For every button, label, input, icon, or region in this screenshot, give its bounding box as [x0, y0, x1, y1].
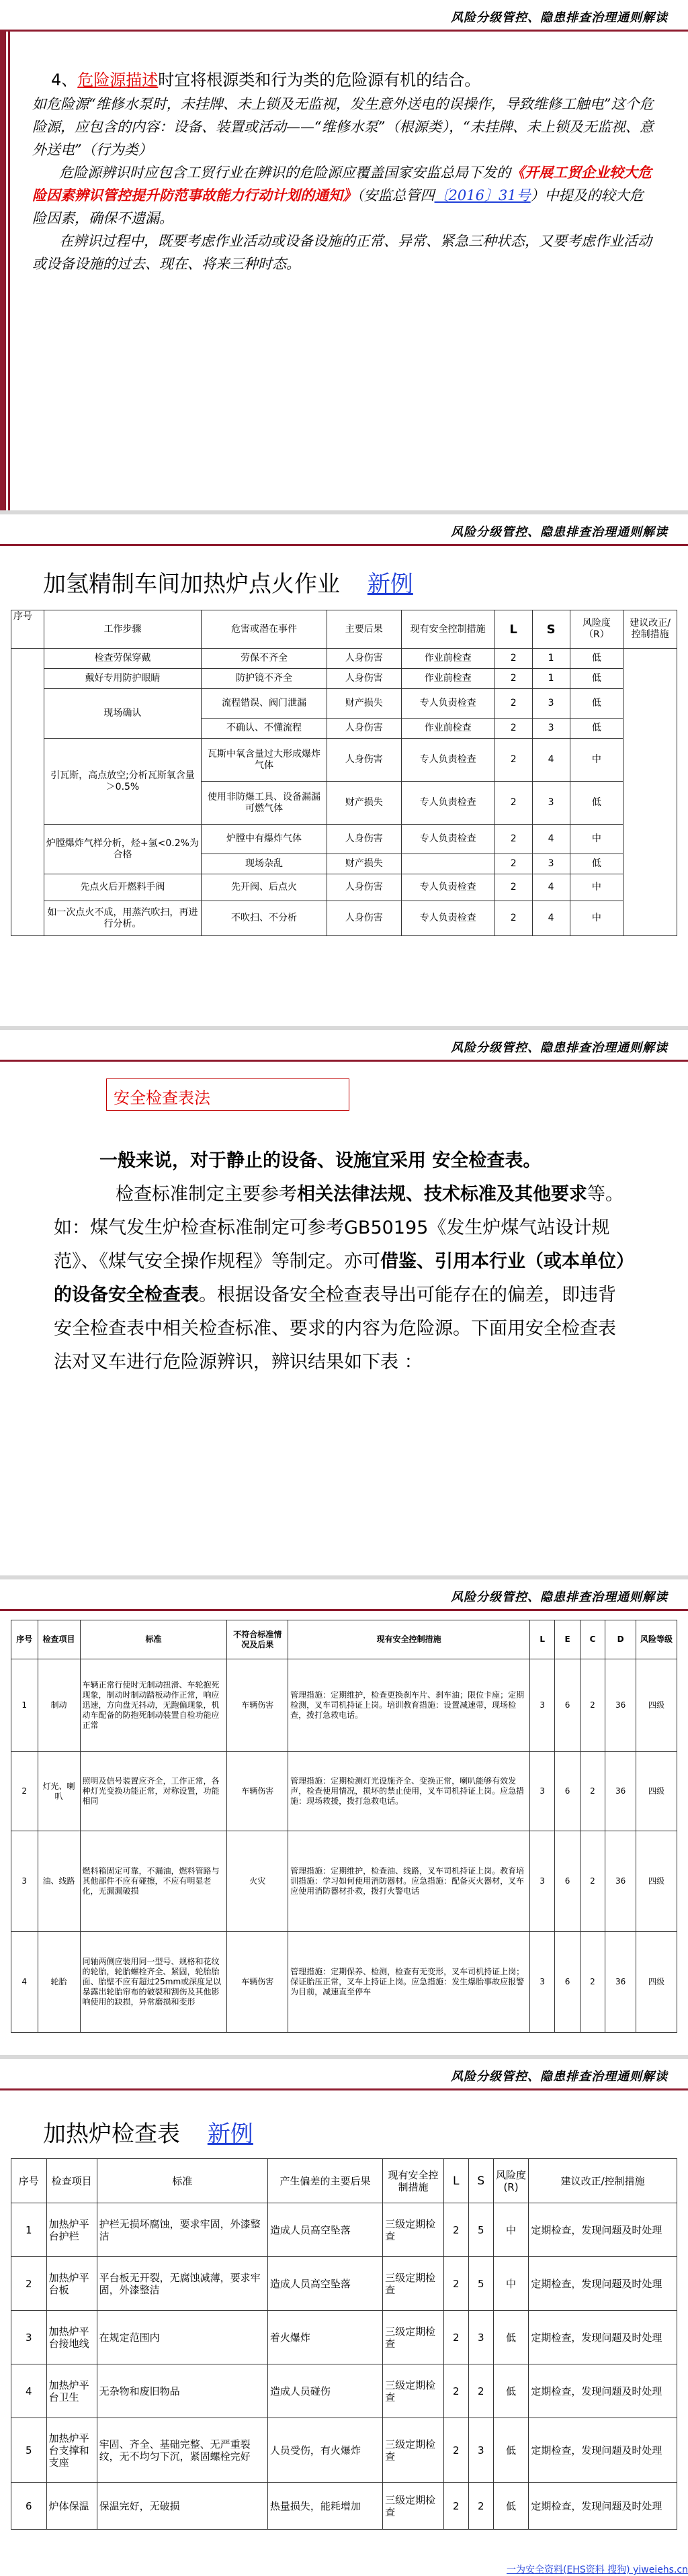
- slide-header: [0, 2059, 688, 2090]
- section-title-box: [106, 1078, 349, 1111]
- paragraph-3: 危险源辨识时应包含工贸行业在辨识的危险源应覆盖国家安监总局下发的《开展工贸企业较大危险因素辨识管控提升防范事故能力行动计划的通知》（安监总管四〔2016〕31号）中提及的较大危险因素，确保不遗漏。: [32, 164, 652, 226]
- table-header-row: [11, 2159, 677, 2203]
- col-header: 建议改正/控制措施: [529, 2159, 677, 2203]
- col-header: S: [468, 2159, 493, 2203]
- table-row: 5 加热炉平台支撑和支座 牢固、齐全、基础完整、无严重裂纹，无不均匀下沉，紧固螺栓完好 人员受伤，有火爆炸 三级定期检查 2 3 低 定期检查，发现问题及时处理: [11, 2418, 677, 2483]
- col-header: 序号: [11, 2159, 47, 2203]
- table-row: 使用非防爆工具、设备漏漏可燃气体 财产损失 专人负责检查 2 3 低: [11, 782, 677, 825]
- table-row: 3 加热炉平台接地线 在规定范围内 着火爆炸 三级定期检查 2 3 低 定期检查，发现问题及时处理: [11, 2311, 677, 2364]
- header-text: 风险分级管控、隐患排查治理通则解读: [451, 1590, 668, 1604]
- col-header: 现有安全控制措施: [383, 2159, 444, 2203]
- table-row: 3 油、线路 燃料箱固定可靠，不漏油，燃料管路与其他部件不应有碰擦，不应有明显老化，无漏漏破损 火灾 管理措施：定期维护，检查油、线路，叉车司机持证上岗。教育培训措施：学习如何使用消防器材。应急措施：配备灭火器材，叉车应使用消防器材扑救，拨打火警电话 3 6 2 36 四级: [11, 1831, 677, 1932]
- slide-header: [0, 1030, 688, 1062]
- slide-header: [0, 1579, 688, 1611]
- slide-header: [0, 0, 688, 32]
- table-row: 6 炉体保温 保温完好，无破损 热量损失，能耗增加 三级定期检查 2 2 低 定期检查，发现问题及时处理: [11, 2483, 677, 2530]
- header-text: 风险分级管控、隐患排查治理通则解读: [451, 2070, 668, 2084]
- col-header: 风险度（R）: [570, 610, 624, 649]
- table-header-row: [11, 1620, 677, 1659]
- term-hazard-description: 危险源描述: [77, 71, 159, 89]
- col-header: S: [532, 610, 570, 649]
- header-text: 风险分级管控、隐患排查治理通则解读: [451, 525, 668, 539]
- slide3-body: [54, 1144, 632, 1379]
- heater-checklist-table: [11, 2158, 677, 2530]
- table-row: 戴好专用防护眼睛 防护镜不齐全 人身伤害 作业前检查 2 1 低: [11, 669, 677, 689]
- col-header: D: [605, 1620, 636, 1659]
- table-row: 引瓦斯，高点放空;分析瓦斯氧含量＞0.5% 瓦斯中氧含量过大形成爆炸气体 人身伤害 专人负责检查 2 4 中: [11, 739, 677, 782]
- table-row: 现场确认 流程错误、阀门泄漏 财产损失 专人负责检查 2 3 低: [11, 689, 677, 719]
- table-row: 炉膛爆炸气样分析，烃+氢<0.2%为合格 炉膛中有爆炸气体 人身伤害 专人负责检查 2 4 中: [11, 825, 677, 854]
- table-row: 2 加热炉平台板 平台板无开裂，无腐蚀减薄，要求牢固，外漆整洁 造成人员高空坠落 三级定期检查 2 5 中 定期检查，发现问题及时处理: [11, 2257, 677, 2311]
- slide-header: [0, 514, 688, 546]
- table-row: 检查劳保穿戴 劳保不齐全 人身伤害 作业前检查 2 1 低: [11, 649, 677, 669]
- paragraph-1: 一般来说，对于静止的设备、设施宜采用 安全检查表。: [99, 1150, 542, 1171]
- footer-link[interactable]: 一为安全资料(EHS资料 搜狗) yiweiehs.cn: [506, 2565, 688, 2575]
- col-header: L: [494, 610, 532, 649]
- slide1-body: [32, 67, 657, 275]
- col-header: 序号: [11, 1620, 38, 1659]
- col-header: C: [580, 1620, 605, 1659]
- col-header: 建议改正/控制措施: [624, 610, 677, 649]
- heater-ignition-table: [11, 610, 677, 936]
- section-title: 安全检查表法: [114, 1089, 210, 1107]
- notice-title: 《开展工贸企业较大危险因素辨识管控提升防范事故能力行动计划的通知》: [32, 164, 652, 203]
- example-link[interactable]: 新例: [367, 571, 413, 598]
- slide-3: [0, 1030, 688, 1575]
- slide-1: [0, 0, 688, 510]
- header-text: 风险分级管控、隐患排查治理通则解读: [451, 11, 668, 25]
- col-header: 风险度(R): [493, 2159, 529, 2203]
- col-header: 产生偏差的主要后果: [267, 2159, 382, 2203]
- paragraph-2: 检查标准制定主要参考相关法律法规、技术标准及其他要求等。如：煤气发生炉检查标准制定可参考GB50195《发生炉煤气站设计规范》、《煤气安全操作规程》等制定。亦可借鉴、引用本行业（或本单位）的设备安全检查表。根据设备安全检查表导出可能存在的偏差，即违背安全检查表中相关检查标准、要求的内容为危险源。下面用安全检查表法对叉车进行危险源辨识，辨识结果如下表 ：: [54, 1184, 626, 1373]
- table-row: 2 灯光、喇叭 照明及信号装置应齐全，工作正常，各种灯光变换功能正常，对称设置，功能相同 车辆伤害 管理措施：定期检测灯光设施齐全、变换正常，喇叭能够有效发声，检查使用情况，损坏的禁止使用，叉车司机持证上岗。应急措施：现场救援，拨打急救电话。 3 6 2 36 四级: [11, 1752, 677, 1831]
- paragraph-4: 在辨识过程中，既要考虑作业活动或设备设施的正常、异常、紧急三种状态，又要考虑作业活动或设备设施的过去、现在、将来三种时态。: [32, 233, 652, 272]
- col-header: 标准: [80, 1620, 227, 1659]
- left-bar: [0, 32, 6, 510]
- col-header: 现有安全控制措施: [401, 610, 494, 649]
- col-header: 检查项目: [38, 1620, 80, 1659]
- col-header: E: [555, 1620, 580, 1659]
- table-row: 1 制动 车辆正常行使时无制动扭滑、车轮抱死现象，制动时制动踏板动作正常，响应迅速，方向盘无抖动，无跑偏现象，机动车配备的防抱死制动装置自检功能应正常 车辆伤害 管理措施：定期维护，检查更换刹车片、刹车油；限位卡座；定期检测，叉车司机持证上岗。培训教育措施：设置减速带，现场检查，拨打急救电话。 3 6 2 36 四级: [11, 1659, 677, 1752]
- col-header: L: [443, 2159, 468, 2203]
- table-row: 如一次点火不成，用蒸汽吹扫，再进行分析。 不吹扫、不分析 人身伤害 专人负责检查 2 4 中: [11, 901, 677, 936]
- doc-number-link[interactable]: 〔2016〕31号: [434, 187, 531, 203]
- table-row: 4 轮胎 同轴两侧应装用同一型号、规格和花纹的轮胎，轮胎螺栓齐全、紧固，轮胎胎面、胎壁不应有超过25mm或深度足以暴露出轮胎帘布的破裂和割伤及其他影响使用的缺损，异常磨损和变形 车辆伤害 管理措施：定期保养、检测，检查有无变形，叉车司机持证上岗；保证胎压正常，叉车上持证上岗。应急措施：发生爆胎事故应报警为目前，减速直至停车 3 6 2 36 四级: [11, 1932, 677, 2033]
- table-row: 先点火后开燃料手阀 先开阀、后点火 人身伤害 专人负责检查 2 4 中: [11, 874, 677, 901]
- col-header: 主要后果: [327, 610, 401, 649]
- slide5-title: 加热炉检查表 新例: [43, 2121, 253, 2148]
- table-row: 不确认、不懂流程 人身伤害 作业前检查 2 3 低: [11, 719, 677, 739]
- left-bar-thin: [8, 32, 10, 510]
- header-text: 风险分级管控、隐患排查治理通则解读: [451, 1041, 668, 1055]
- col-header: L: [530, 1620, 555, 1659]
- col-header: 现有安全控制措施: [288, 1620, 530, 1659]
- col-header: 标准: [97, 2159, 267, 2203]
- paragraph-2: 如危险源“维修水泵时，未挂牌、未上锁及无监视，发生意外送电的误操作，导致维修工触电”这个危险源，应包含的内容：设备、装置或活动——“维修水泵”（根源类），“未挂牌、未上锁及无监视、意外送电”（行为类）: [32, 96, 654, 158]
- col-header: 工作步骤: [44, 610, 201, 649]
- slide2-title: 加氢精制车间加热炉点火作业 新例: [43, 571, 413, 598]
- slide-4: [0, 1579, 688, 2055]
- col-header: 不符合标准情况及后果: [227, 1620, 288, 1659]
- col-header: 危害或潜在事件: [202, 610, 327, 649]
- table-row: 现场杂乱 财产损失 2 3 低: [11, 854, 677, 874]
- col-header: 风险等级: [636, 1620, 677, 1659]
- table-row: 1 加热炉平台护栏 护栏无损坏腐蚀，要求牢固，外漆整洁 造成人员高空坠落 三级定期检查 2 5 中 定期检查，发现问题及时处理: [11, 2203, 677, 2257]
- paragraph-1: 4、危险源描述时宜将根源类和行为类的危险源有机的结合。: [51, 71, 481, 89]
- example-link[interactable]: 新例: [207, 2121, 253, 2148]
- table-row: 4 加热炉平台卫生 无杂物和废旧物品 造成人员碰伤 三级定期检查 2 2 低 定期检查，发现问题及时处理: [11, 2364, 677, 2418]
- forklift-checklist-table: [11, 1620, 677, 2033]
- col-header: 检查项目: [46, 2159, 97, 2203]
- table-header-row: [11, 610, 677, 649]
- slide-5: [0, 2059, 688, 2576]
- slide-2: [0, 514, 688, 1026]
- col-header: 序号: [11, 610, 44, 649]
